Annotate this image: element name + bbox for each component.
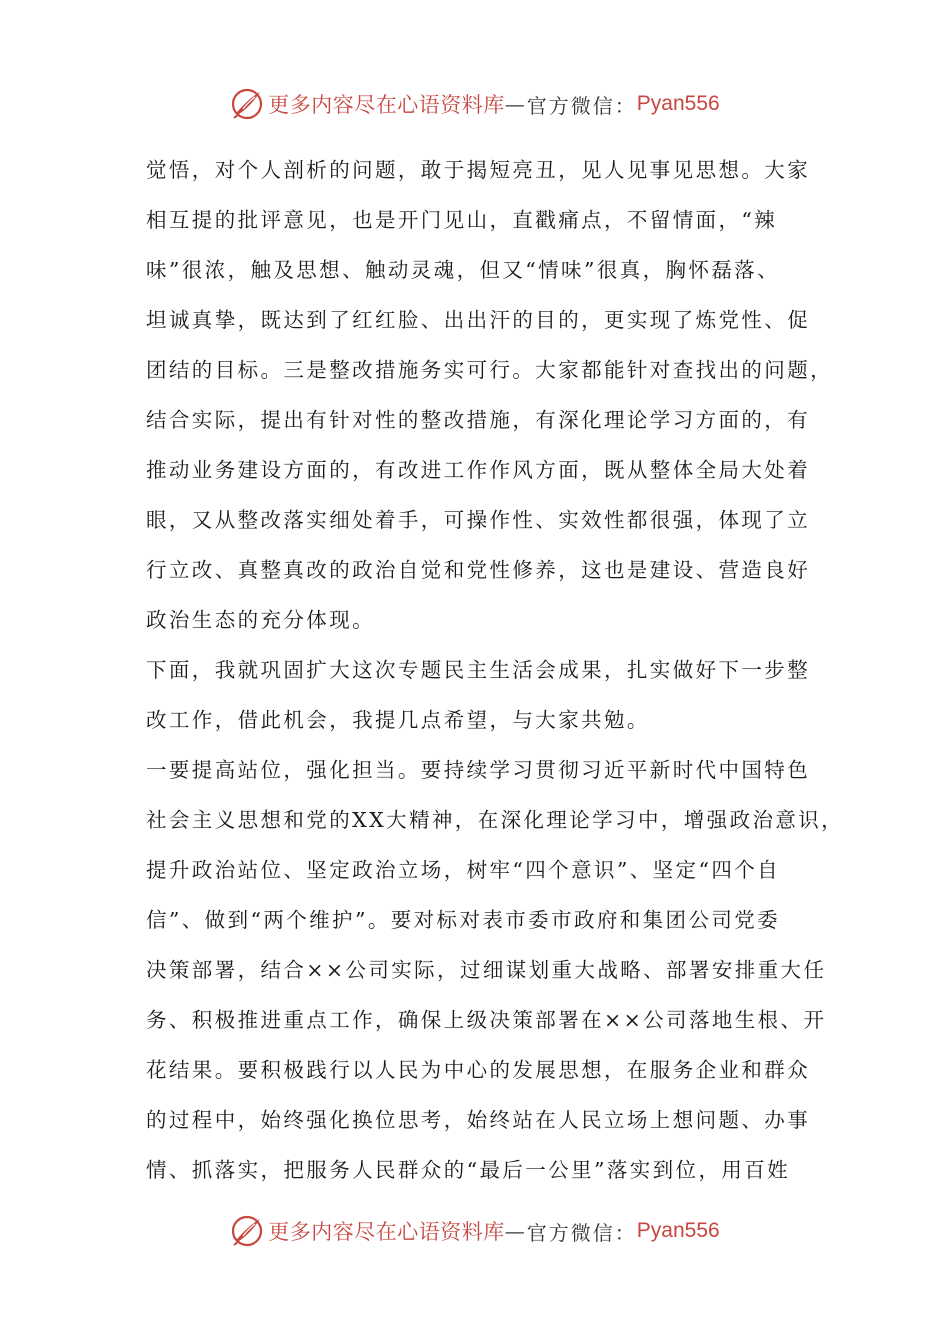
body-line: 的过程中，始终强化换位思考，始终站在人民立场上想问题、办事 xyxy=(146,1108,811,1132)
body-line: 结合实际，提出有针对性的整改措施，有深化理论学习方面的，有 xyxy=(146,408,811,432)
body-line: 提升政治站位、坚定政治立场，树牢“四个意识”、坚定“四个自 xyxy=(146,858,781,882)
watermark-dash: — xyxy=(504,92,527,116)
document-body xyxy=(146,145,845,1195)
body-line: 一要提高站位，强化担当。要持续学习贯彻习近平新时代中国特色 xyxy=(146,758,811,782)
body-line: 团结的目标。三是整改措施务实可行。大家都能针对查找出的问题， xyxy=(146,358,833,382)
body-line: 信”、做到“两个维护”。要对标对表市委市政府和集团公司党委 xyxy=(146,908,781,932)
body-line: 相互提的批评意见，也是开门见山，直戳痛点，不留情面，“辣 xyxy=(146,208,778,232)
watermark-wechat-id: Pyan556 xyxy=(636,92,720,115)
watermark-site-text: 更多内容尽在心语资料库 xyxy=(268,1220,505,1244)
quill-pen-icon xyxy=(230,1214,264,1248)
watermark-site-text: 更多内容尽在心语资料库 xyxy=(268,93,505,117)
body-line: 下面，我就巩固扩大这次专题民主生活会成果，扎实做好下一步整 xyxy=(146,658,811,682)
body-line: 推动业务建设方面的，有改进工作作风方面，既从整体全局大处着 xyxy=(146,458,811,482)
header-watermark xyxy=(0,84,950,124)
quill-pen-icon xyxy=(230,87,264,121)
body-line: 觉悟，对个人剖析的问题，敢于揭短亮丑，见人见事见思想。大家 xyxy=(146,158,811,182)
body-line: 改工作，借此机会，我提几点希望，与大家共勉。 xyxy=(146,708,650,732)
watermark-wechat-id: Pyan556 xyxy=(636,1219,720,1242)
watermark-dash: — xyxy=(504,1219,527,1243)
body-line: 眼，又从整改落实细处着手，可操作性、实效性都很强，体现了立 xyxy=(146,508,811,532)
watermark-contact-label: 官方微信： xyxy=(526,93,637,118)
body-line: 行立改、真整真改的政治自觉和党性修养，这也是建设、营造良好 xyxy=(146,558,811,582)
body-line: 决策部署，结合××公司实际，过细谋划重大战略、部署安排重大任 xyxy=(146,958,827,982)
body-line: 坦诚真挚，既达到了红红脸、出出汗的目的，更实现了炼党性、促 xyxy=(146,308,811,332)
body-line: 味”很浓，触及思想、触动灵魂，但又“情味”很真，胸怀磊落、 xyxy=(146,258,781,282)
body-line: 花结果。要积极践行以人民为中心的发展思想，在服务企业和群众 xyxy=(146,1058,811,1082)
footer-watermark xyxy=(0,1211,950,1251)
body-line: 务、积极推进重点工作，确保上级决策部署在××公司落地生根、开 xyxy=(146,1008,827,1032)
watermark-contact-label: 官方微信： xyxy=(526,1220,637,1245)
body-line: 社会主义思想和党的XX大精神，在深化理论学习中，增强政治意识， xyxy=(146,808,845,832)
body-line: 政治生态的充分体现。 xyxy=(146,608,375,632)
body-line: 情、抓落实，把服务人民群众的“最后一公里”落实到位，用百姓 xyxy=(146,1158,791,1182)
